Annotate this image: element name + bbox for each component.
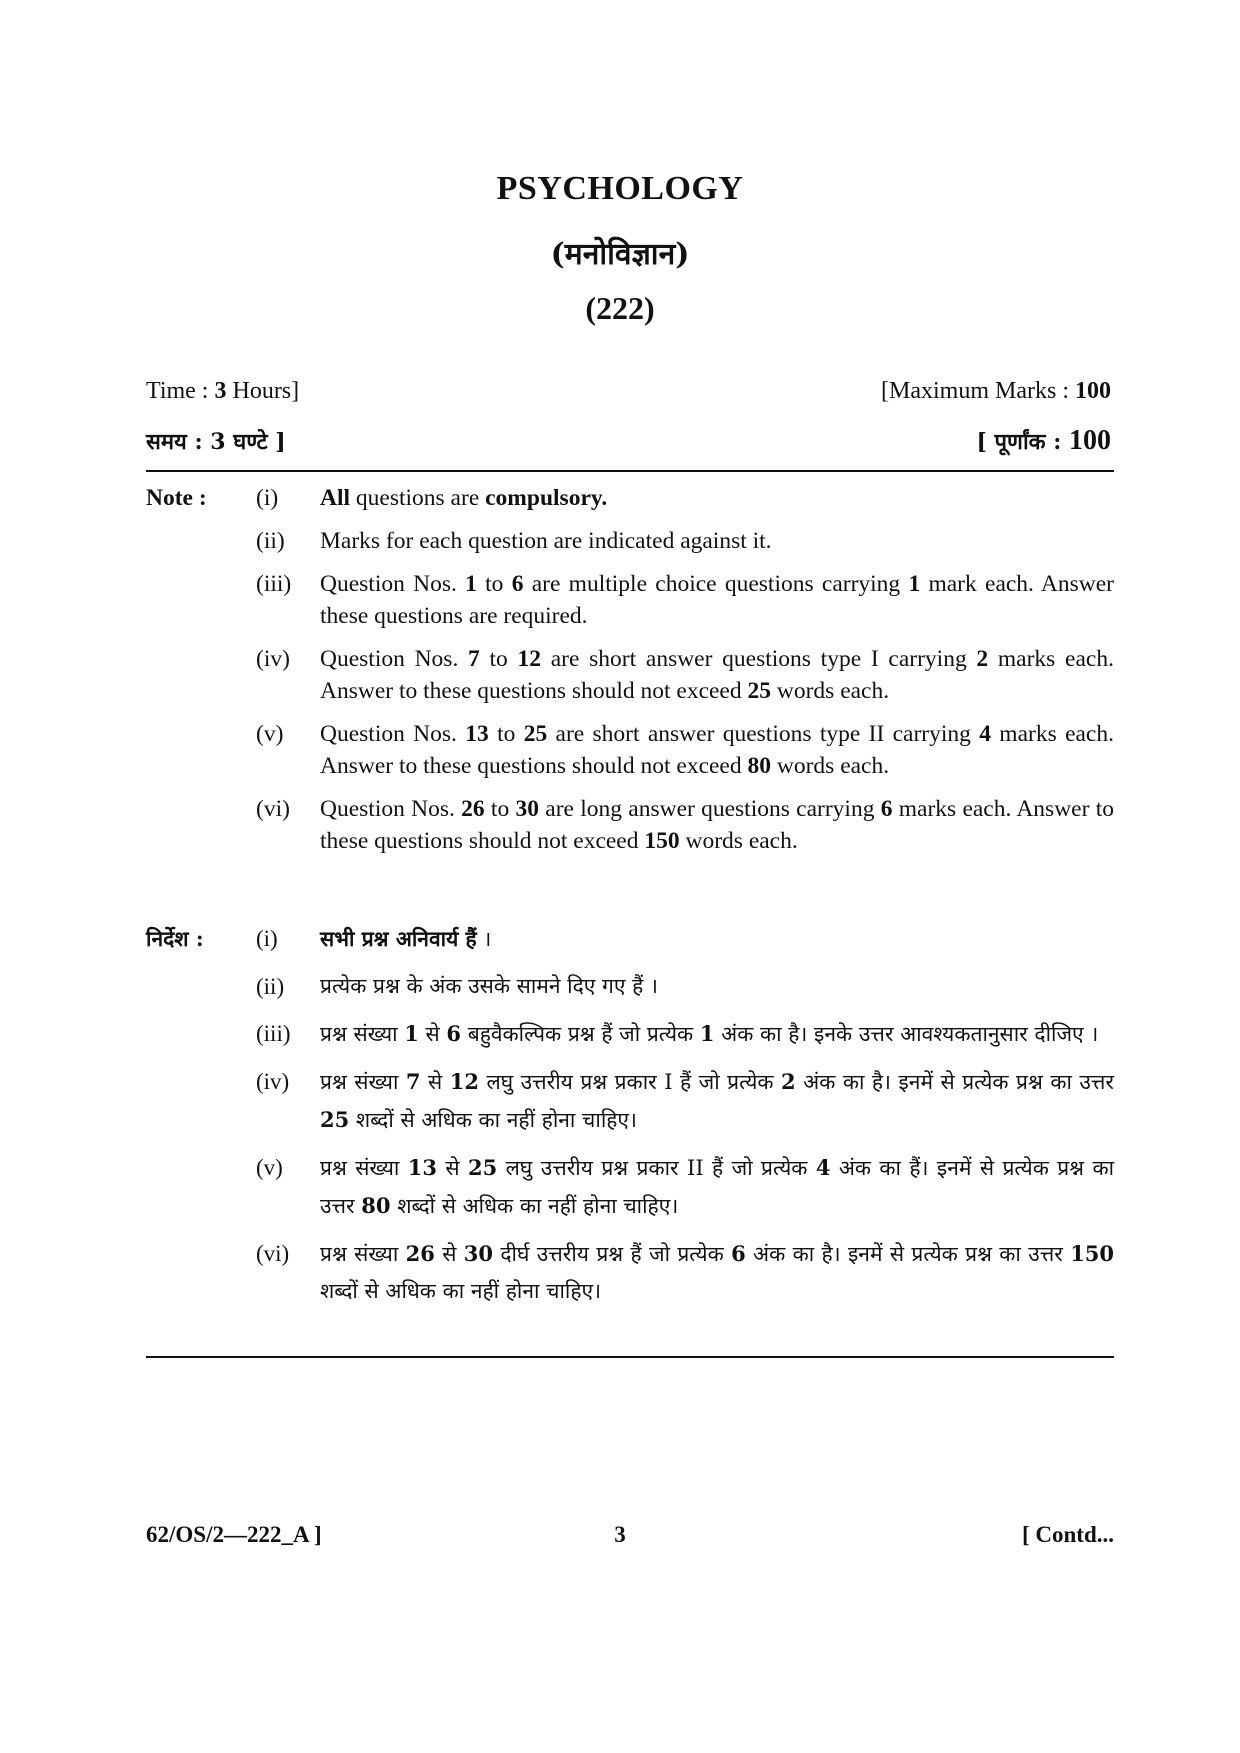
- instruction-number: (ii): [256, 974, 285, 999]
- instruction-number: (i): [256, 926, 278, 951]
- instruction-item: [146, 643, 1114, 707]
- instruction-item: [146, 968, 1114, 1005]
- instruction-text: प्रश्न संख्या 1 से 6 बहुवैकल्पिक प्रश्न हैं जो प्रत्येक 1 अंक का है। इनके उत्तर आवश्यकतानुसार दीजिए ।: [320, 1021, 1099, 1046]
- instruction-number: (iv): [256, 1069, 290, 1094]
- instruction-number: (iii): [256, 1021, 291, 1046]
- instruction-number: (v): [256, 721, 284, 747]
- instruction-text: प्रत्येक प्रश्न के अंक उसके सामने दिए गए हैं ।: [320, 974, 658, 998]
- max-marks-info: [Maximum Marks : 100: [881, 378, 1111, 404]
- instruction-number: (iii): [256, 571, 292, 597]
- hindi-max-marks-info: [ पूर्णांक : 100: [976, 425, 1111, 456]
- time-info: Time : 3 Hours]: [146, 378, 300, 404]
- time-marks-row: [146, 378, 1111, 405]
- instruction-text: प्रश्न संख्या 7 से 12 लघु उत्तरीय प्रश्न प्रकार I हैं जो प्रत्येक 2 अंक का है। इनमें से प्रत्येक प्रश्न का उत्तर 25 शब्दों से अधिक का नहीं होना चाहिए।: [320, 1069, 1115, 1132]
- instruction-text: Question Nos. 1 to 6 are multiple choice questions carrying 1 mark each. Answer these questions are required.: [320, 571, 1114, 629]
- instruction-text: Question Nos. 7 to 12 are short answer questions type I carrying 2 marks each. Answer to these questions should not exceed 25 words each.: [320, 646, 1114, 704]
- instruction-item: [146, 568, 1114, 632]
- instruction-heading: Note :: [146, 485, 207, 511]
- instruction-item: [146, 482, 1114, 514]
- instruction-item: [146, 1015, 1114, 1053]
- page-title-hindi: (मनोविज्ञान): [550, 237, 690, 272]
- instruction-item: [146, 718, 1114, 782]
- instruction-text: प्रश्न संख्या 13 से 25 लघु उत्तरीय प्रश्न प्रकार II हैं जो प्रत्येक 4 अंक का हैं। इनमें से प्रत्येक प्रश्न का उत्तर 80 शब्दों से अधिक का नहीं होना चाहिए।: [320, 1155, 1115, 1218]
- instruction-text: All questions are compulsory.: [320, 485, 608, 511]
- instruction-item: [146, 793, 1114, 857]
- instruction-number: (i): [256, 485, 279, 511]
- instruction-number: (v): [256, 1155, 283, 1180]
- instruction-number: (vi): [256, 796, 290, 822]
- instruction-text: सभी प्रश्न अनिवार्य हैं ।: [320, 926, 492, 951]
- hindi-time-marks-row: [146, 425, 1111, 457]
- instruction-item: [146, 1235, 1114, 1310]
- subject-code: (222): [585, 290, 655, 326]
- instruction-item: [146, 1063, 1114, 1139]
- divider-bottom: [146, 1356, 1114, 1358]
- divider-top: [146, 470, 1114, 472]
- instruction-text: प्रश्न संख्या 26 से 30 दीर्घ उत्तरीय प्रश्न हैं जो प्रत्येक 6 अंक का है। इनमें से प्रत्येक प्रश्न का उत्तर 150 शब्दों से अधिक का नहीं होना चाहिए।: [320, 1241, 1115, 1303]
- page-title: PSYCHOLOGY: [496, 170, 744, 207]
- hindi-instructions: [146, 920, 1114, 1320]
- instruction-number: (iv): [256, 646, 290, 672]
- instruction-heading: निर्देश :: [146, 926, 204, 951]
- continued-label: [ Contd...: [1021, 1522, 1114, 1547]
- instruction-number: (vi): [256, 1241, 290, 1266]
- instruction-item: [146, 920, 1114, 958]
- instruction-text: Question Nos. 13 to 25 are short answer questions type II carrying 4 marks each. Answer to these questions should not exceed 80 words each.: [320, 721, 1114, 779]
- instruction-text: Marks for each question are indicated against it.: [320, 528, 772, 554]
- paper-code: 62/OS/2—222_A ]: [146, 1522, 322, 1547]
- instruction-item: [146, 1149, 1114, 1225]
- instruction-item: [146, 525, 1114, 557]
- instruction-text: Question Nos. 26 to 30 are long answer questions carrying 6 marks each. Answer to these questions should not exceed 150 words each.: [320, 796, 1114, 854]
- hindi-time-info: समय : 3 घण्टे ]: [146, 429, 286, 455]
- page-number: 3: [614, 1522, 626, 1547]
- english-instructions: [146, 482, 1114, 868]
- instruction-number: (ii): [256, 528, 285, 554]
